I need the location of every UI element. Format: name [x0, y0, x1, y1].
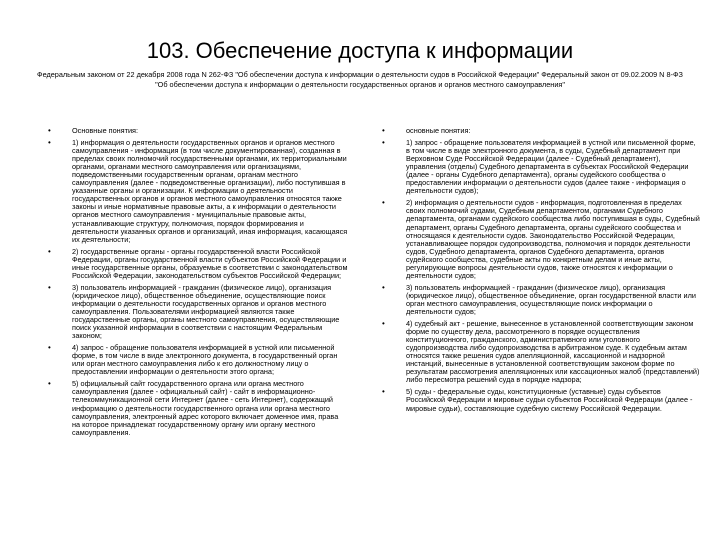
bullet-icon: • — [382, 282, 385, 292]
list-item — [48, 139, 348, 244]
bullet-icon: • — [382, 387, 385, 397]
list-item-text: Основные понятия: — [72, 126, 139, 135]
list-item-text: 4) судебный акт - решение, вынесенное в установленной соответствующим законом форме по существу дела, рассмотренного в порядке осуществления конституционного, гражданского, административного или уголовного судопроизводства либо судопроизводства в арбитражном суде. К судебным актам относятся также решения судов апелляционной, кассационной и надзорной инстанций, вынесенные в установленной соответствующим законом форме по результатам рассмотрения апелляционных или кассационных жалоб (представлений) либо пересмотра решений суда в порядке надзора; — [406, 319, 700, 385]
list-item-text: 2) информация о деятельности судов - информация, подготовленная в пределах своих полномочий судами, Судебным департаментом, органами Судебного департамента, органами судейского сообщества либо поступившая в суды, Судебный департамент, органы Судебного департамента, органы судейского сообщества и относящаяся к деятельности судов. Законодательство Российской Федерации, устанавливающее порядок судопроизводства, полномочия и порядок деятельности судов, Судебного департамента, органов Судебного департамента, органов судейского сообщества, судебные акты по конкретным делам и иные акты, регулирующие вопросы деятельности судов, также относятся к информации о деятельности судов; — [406, 198, 700, 280]
list-item-text: 1) информация о деятельности государственных органов и органов местного самоуправления - информация (в том числе документированная), созданная в пределах своих полномочий государственными органами, их территориальными органами, органами местного самоуправления или организациями, подведомственными государственным органам, органам местного самоуправления (далее - подведомственные организации), либо поступившая в указанные органы и организации. К информации о деятельности государственных органов и органов местного самоуправления относятся также законы и иные нормативные правовые акты, а к информации о деятельности органов местного самоуправления - муниципальные правовые акты, устанавливающие структуру, полномочия, порядок формирования и деятельности указанных органов и организаций, иная информация, касающаяся их деятельности; — [72, 138, 348, 244]
list-item — [382, 127, 700, 135]
list-item — [382, 320, 700, 384]
bullet-icon: • — [48, 379, 51, 389]
bullet-icon: • — [48, 282, 51, 292]
list-item-text: 2) государственные органы - органы государственной власти Российской Федерации, органы государственной власти субъектов Российской Федерации и иные государственные органы, образуемые в соответствии с законодательством Российской Федерации, законодательством субъектов Российской Федерации; — [72, 246, 348, 280]
bullet-icon: • — [382, 138, 385, 148]
list-item — [48, 344, 348, 376]
list-item-text: 3) пользователь информацией - гражданин (физическое лицо), организация (юридическое лицо), общественное объединение, орган государственной власти или орган местного самоуправления, осуществляющие поиск информации о деятельности судов; — [406, 282, 696, 316]
list-item-text: 5) официальный сайт государственного органа или органа местного самоуправления (далее - официальный сайт) - сайт в информационно-телекоммуникационной сети Интернет (далее - сеть Интернет), содержащий информацию о деятельности государственного органа или органа местного самоуправления, электронный адрес которого включает доменное имя, права на которое принадлежат государственному органу или органу местного самоуправления. — [72, 379, 339, 437]
list-item — [48, 127, 348, 135]
right-column — [382, 127, 700, 417]
list-item — [382, 199, 700, 279]
list-item — [48, 248, 348, 280]
list-item-text: 1) запрос - обращение пользователя информацией в устной или письменной форме, в том числе в виде электронного документа, в суды, Судебный департамент при Верховном Суде Российской Федерации (далее - Судебный департамент), управления (отделы) Судебного департамента в субъектах Российской Федерации (далее - органы Судебного департамента), органы судейского сообщества о предоставлении информации о деятельности судов (далее также - информация о деятельности судов); — [406, 138, 696, 196]
bullet-icon: • — [48, 138, 51, 148]
list-item-text: 5) суды - федеральные суды, конституционные (уставные) суды субъектов Российской Федерации и мировые судьи субъектов Российской Федерации (далее - мировые судьи), составляющие судебную систему Российской Федерации. — [406, 387, 693, 413]
list-item-text: основные понятия: — [406, 126, 471, 135]
list-item — [382, 139, 700, 195]
bullet-icon: • — [382, 198, 385, 208]
bullet-icon: • — [48, 343, 51, 353]
left-column — [48, 127, 348, 441]
bullet-icon: • — [48, 246, 51, 256]
list-item — [382, 284, 700, 316]
bullet-icon: • — [48, 126, 51, 135]
list-item — [48, 380, 348, 436]
list-item — [382, 388, 700, 412]
slide-subtitle: Федеральным законом от 22 декабря 2008 года N 262-ФЗ "Об обеспечении доступа к информации о деятельности судов в Российской Федерации" Федеральный закон от 09.02.2009 N 8-ФЗ "Об обеспечении доступа к информации о деятельности государственных органов и органов местного самоуправления" — [37, 70, 683, 89]
bullet-icon: • — [382, 319, 385, 329]
list-item-text: 4) запрос - обращение пользователя информацией в устной или письменной форме, в том числе в виде электронного документа, в государственный орган или орган местного самоуправления либо к его должностному лицу о предоставлении информации о деятельности этого органа; — [72, 343, 338, 377]
list-item-text: 3) пользователь информацией - гражданин (физическое лицо), организация (юридическое лицо), общественное объединение, осуществляющие поиск информации о деятельности государственных органов и органов местного самоуправления. Пользователями информацией являются также государственные органы, органы местного самоуправления, осуществляющие поиск указанной информации в соответствии с настоящим Федеральным законом; — [72, 282, 340, 341]
list-item — [48, 284, 348, 340]
bullet-icon: • — [382, 126, 385, 135]
slide-title: 103. Обеспечение доступа к информации — [146, 38, 574, 63]
